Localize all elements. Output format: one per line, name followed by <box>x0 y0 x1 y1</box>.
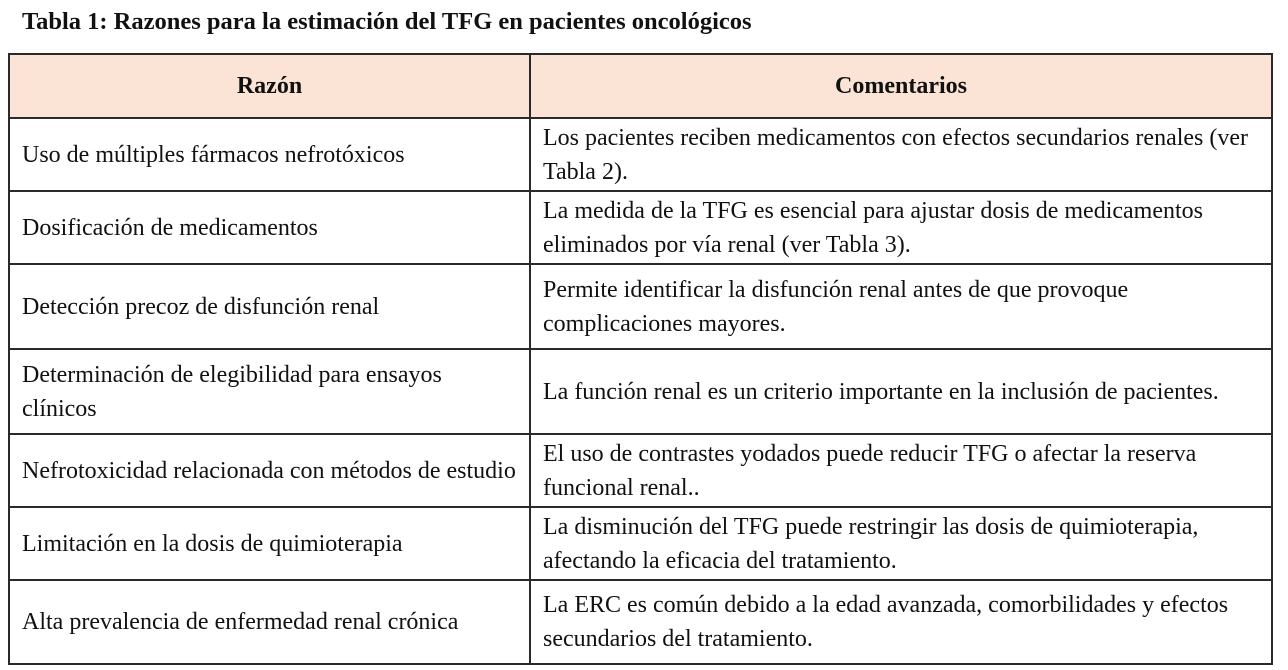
reason-cell: Determinación de elegibilidad para ensayos clínicos <box>9 349 530 434</box>
table-row <box>9 434 1272 507</box>
table-header-row <box>9 54 1272 118</box>
comment-cell: La medida de la TFG es esencial para ajustar dosis de medicamentos eliminados por vía renal (ver Tabla 3). <box>530 191 1272 264</box>
reason-cell: Detección precoz de disfunción renal <box>9 264 530 349</box>
comment-cell: La disminución del TFG puede restringir las dosis de quimioterapia, afectando la eficacia del tratamiento. <box>530 507 1272 580</box>
comment-cell: El uso de contrastes yodados puede reducir TFG o afectar la reserva funcional renal.. <box>530 434 1272 507</box>
table-caption: Tabla 1: Razones para la estimación del TFG en pacientes oncológicos <box>22 8 752 35</box>
header-reason: Razón <box>9 54 530 118</box>
comment-cell: Permite identificar la disfunción renal antes de que provoque complicaciones mayores. <box>530 264 1272 349</box>
reason-cell: Nefrotoxicidad relacionada con métodos de estudio <box>9 434 530 507</box>
reason-cell: Limitación en la dosis de quimioterapia <box>9 507 530 580</box>
reason-cell: Dosificación de medicamentos <box>9 191 530 264</box>
table-row <box>9 580 1272 664</box>
table-row <box>9 264 1272 349</box>
comment-cell: Los pacientes reciben medicamentos con efectos secundarios renales (ver Tabla 2). <box>530 118 1272 191</box>
table-row <box>9 349 1272 434</box>
table-row <box>9 118 1272 191</box>
reasons-table <box>8 53 1273 665</box>
reason-cell: Uso de múltiples fármacos nefrotóxicos <box>9 118 530 191</box>
reason-cell: Alta prevalencia de enfermedad renal crónica <box>9 580 530 664</box>
table-row <box>9 507 1272 580</box>
header-comments: Comentarios <box>530 54 1272 118</box>
comment-cell: La ERC es común debido a la edad avanzada, comorbilidades y efectos secundarios del tratamiento. <box>530 580 1272 664</box>
comment-cell: La función renal es un criterio importante en la inclusión de pacientes. <box>530 349 1272 434</box>
table-row <box>9 191 1272 264</box>
